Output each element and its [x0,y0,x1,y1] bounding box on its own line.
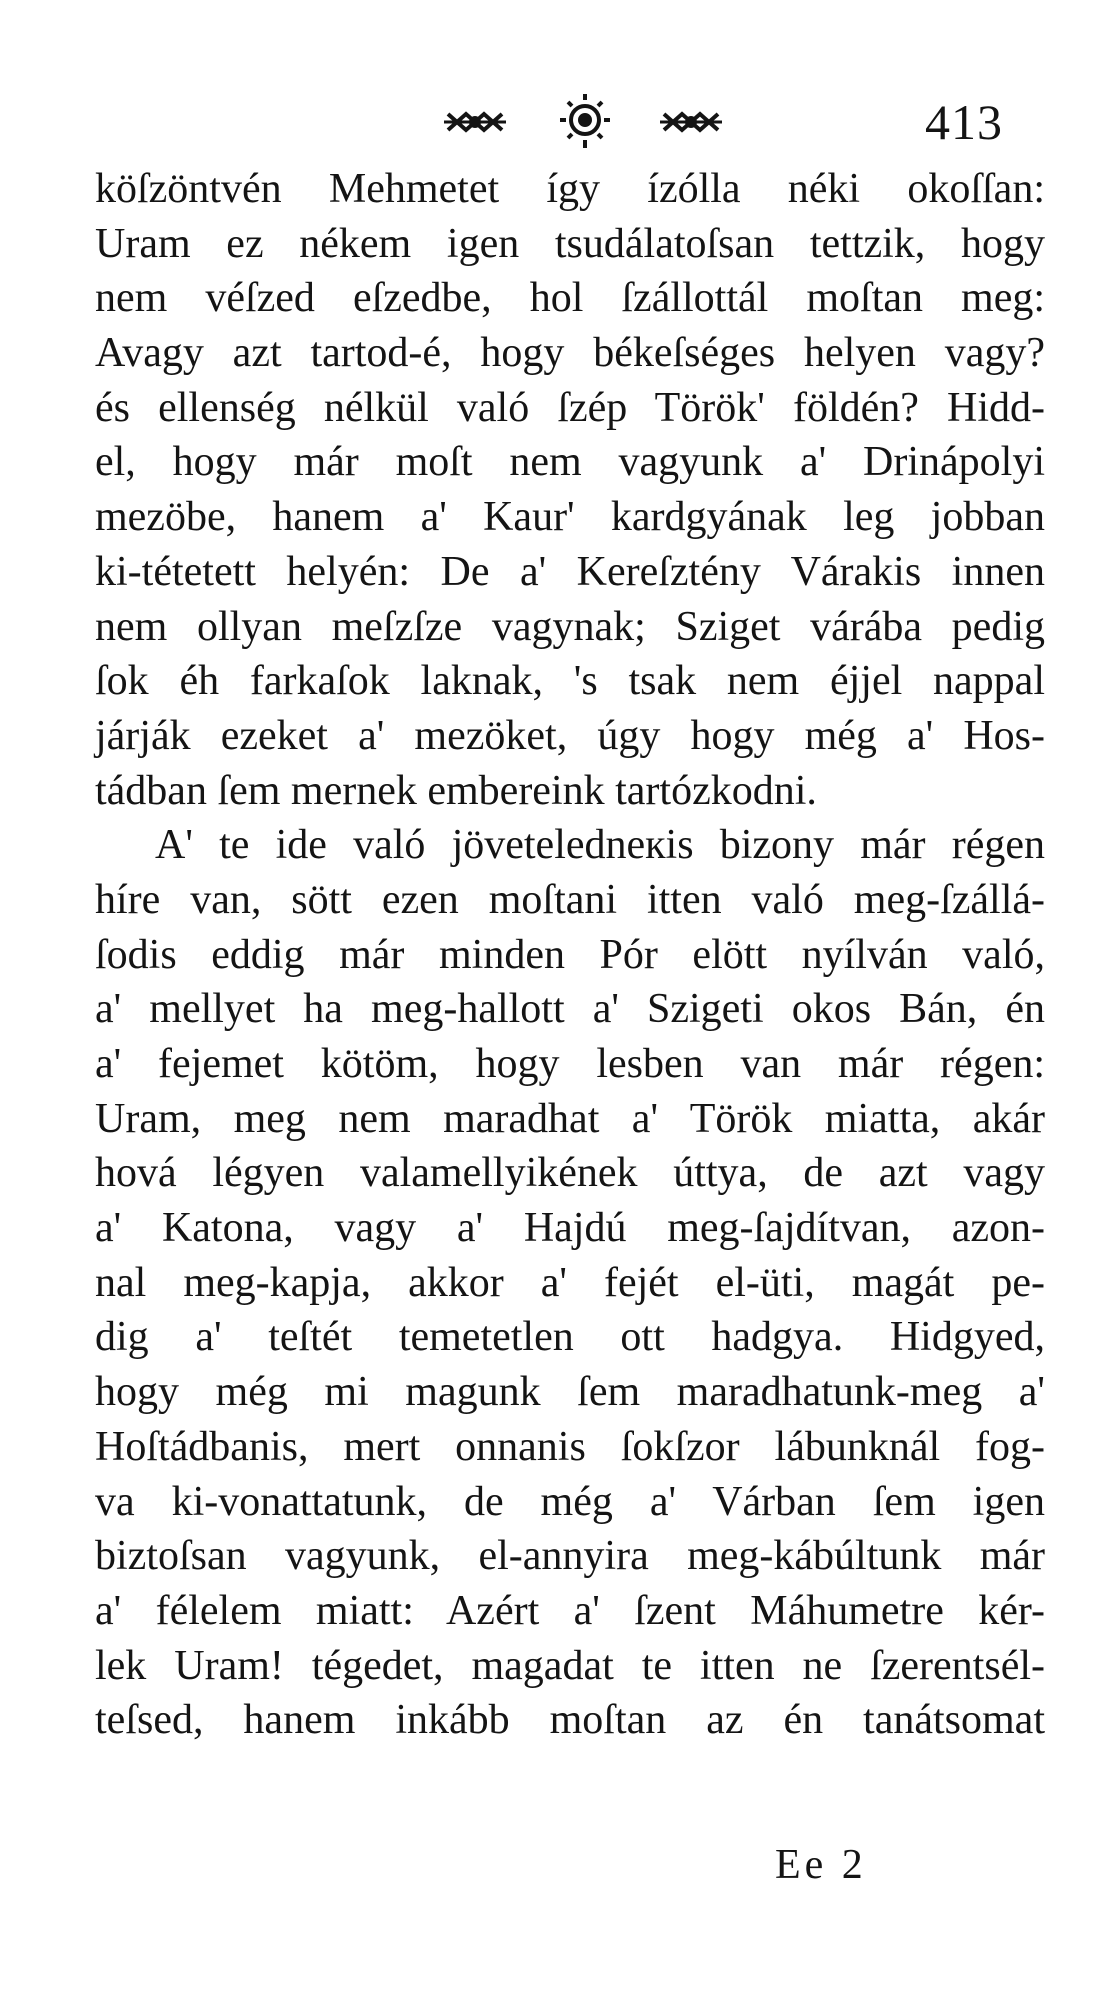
body-text [95,162,1045,1748]
signature-mark: Ee 2 [775,1842,867,1888]
text-line: lek Uram! tégedet, magadat te itten ne ſzerentsél- [95,1642,1045,1689]
page-header [0,92,1115,152]
text-line: nem ollyan meſzſze vagynak; Sziget várába pedig [95,603,1045,650]
text-line: a' mellyet ha meg-hallott a' Szigeti okos Bán, én [95,986,1045,1033]
fleuron-right-icon [660,114,722,130]
text-line: va ki-vonattatunk, de még a' Várban ſem igen [95,1478,1045,1525]
text-line: Uram, meg nem maradhat a' Török miatta, akár [95,1095,1045,1142]
paragraph-2 [95,818,1045,1748]
text-line: teſsed, hanem inkább moſtan az én tanátsomat [95,1697,1045,1744]
text-line: a' félelem miatt: Azért a' ſzent Máhumetre kér- [95,1587,1045,1634]
text-line: járják ezeket a' mezöket, úgy hogy még a' Hos- [95,712,1045,759]
text-line: A' te ide való jöveteledneкis bizony már régen [155,822,1045,869]
text-line: köſzöntvén Mehmetet így ízólla néki okoſſan: [95,166,1045,212]
text-line: Uram ez nékem igen tsudálatoſsan tettzik, hogy [95,220,1045,267]
text-line: nem véſzed eſzedbe, hol ſzállottál moſtan meg: [95,275,1045,322]
floral-center-icon [560,94,610,148]
text-line: és ellenség nélkül való ſzép Török' földén? Hidd- [95,384,1045,431]
text-line: nal meg-kapja, akkor a' fejét el-üti, magát pe- [95,1259,1045,1306]
text-line: Hoſtádbanis, mert onnanis ſokſzor lábunknál fog- [95,1423,1045,1470]
text-line: a' fejemet kötöm, hogy lesben van már régen: [95,1041,1045,1087]
paragraph-1 [95,162,1045,818]
text-line: a' Katona, vagy a' Hajdú meg-ſajdítvan, azon- [95,1205,1045,1252]
text-line: el, hogy már moſt nem vagyunk a' Drinápolyi [95,439,1045,486]
text-line: mezöbe, hanem a' Kaur' kardgyának leg jobban [95,494,1045,541]
text-line: ſodis eddig már minden Pór elött nyílván való, [95,931,1045,978]
text-line: hová légyen valamellyikének úttya, de azt vagy [95,1150,1045,1197]
text-line: ſok éh farkaſok laknak, 's tsak nem éjjel nappal [95,658,1045,705]
text-line: dig a' teſtét temetetlen ott hadgya. Hidgyed, [95,1314,1045,1361]
fleuron-left-icon [444,114,506,130]
text-line: híre van, sött ezen moſtani itten való meg-ſzállá- [95,876,1045,923]
text-line: biztoſsan vagyunk, el-annyira meg-kábúltunk már [95,1533,1045,1580]
header-ornament [440,92,730,152]
page-number: 413 [925,94,1003,150]
text-line: ki-tétetett helyén: De a' Kereſztény Várakis innen [95,548,1045,595]
text-line: Avagy azt tartod-é, hogy békeſséges helyen vagy? [95,330,1045,377]
text-line: hogy még mi magunk ſem maradhatunk-meg a' [95,1369,1045,1416]
text-line: tádban ſem mernek embereink tartózkodni. [95,767,817,814]
